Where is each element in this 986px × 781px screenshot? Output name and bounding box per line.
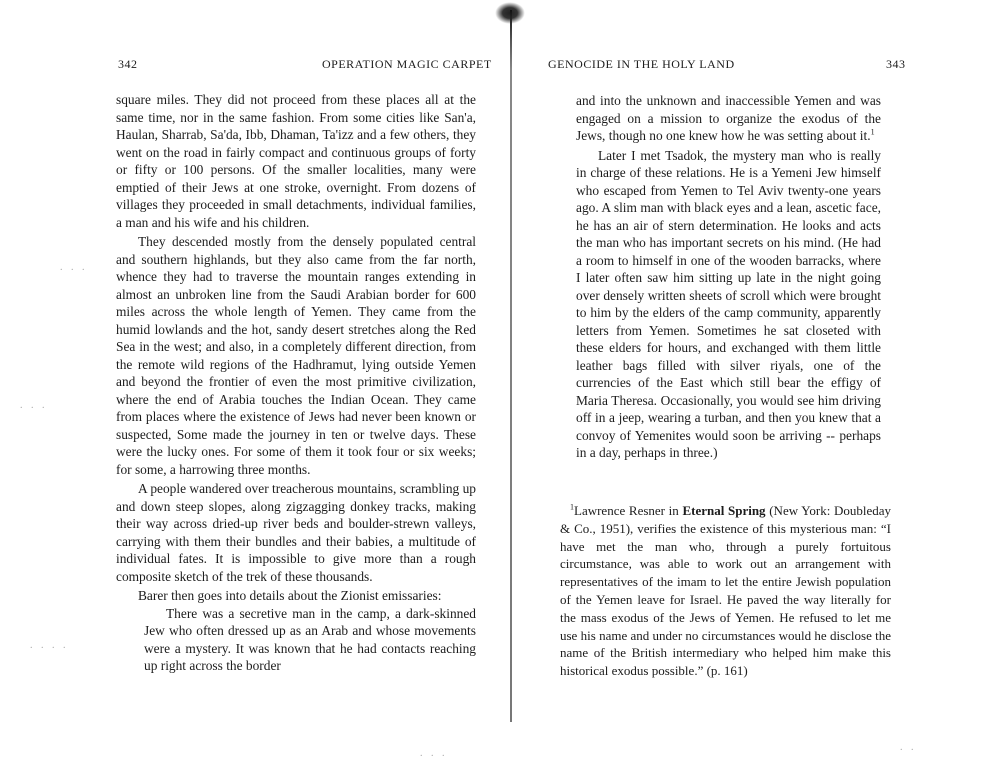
scan-speck: . . .: [20, 400, 48, 411]
right-quote-paragraph-1: and into the unknown and inaccessible Yemen and was engaged on a mission to organize the exodus of the Jews, though no one knew how he was setting about it.$^1$: [576, 93, 881, 143]
left-page-number: 342: [118, 57, 138, 71]
right-page: [512, 0, 986, 781]
footnote-marker: 1: [570, 502, 574, 512]
left-paragraph-4: Barer then goes into details about the Zionist emissaries:: [138, 588, 442, 603]
scan-speck: . . .: [420, 748, 448, 759]
footnote-lead: Lawrence Resner in: [574, 503, 683, 518]
scan-speck: . . .: [60, 262, 88, 273]
scan-speck: . .: [900, 742, 917, 753]
right-quote-paragraph-2: Later I met Tsadok, the mystery man who is really in charge of these relations. He is a Yemeni Jew himself who escaped from Yemen to Tel Aviv twenty-one years ago. A slim man with black eyes and a lean, ascetic face, he has an air of stern determination. He looks and acts the man who has important secrets on his mind. (He had a room to himself in one of the wooden barracks, where I later often saw him sitting up late in the night going over densely written sheets of scroll which were brought to him by the elders of the camp community, apparently letters from Yemen. Sometimes he sat closeted with these elders for hours, and exchanged with them little leather bags filled with silver riyals, one of the currencies of the East which still bear the effigy of Maria Theresa. Occasionally, you would see him driving off in a jeep, wearing a turban, and then you knew that a convoy of Yemenites would soon be arriving -- perhaps in a day, perhaps in three.): [576, 147, 881, 460]
right-running-head: GENOCIDE IN THE HOLY LAND: [548, 57, 735, 71]
right-block-quote: [576, 92, 881, 462]
footnote-reference: 1: [870, 127, 875, 137]
left-paragraph-1: square miles. They did not proceed from these places all at the same time, nor in the same fashion. From some cities like San'a, Haulan, Sharrab, Sa'da, Ibb, Dhaman, Ta'izz and a few others, they went on the road in fairly compact and continuous groups of forty or fifty or 100 persons. Of the smaller localities, many were emptied of their Jews at one stroke, overnight. From dozens of villages they proceeded in small detachments, individual families, a man and his wife and his children.: [116, 92, 476, 230]
footnote-book-title: Eternal Spring: [682, 503, 766, 518]
right-page-number: 343: [886, 57, 906, 71]
left-paragraph-3: A people wandered over treacherous mountains, scrambling up and down steep slopes, along zigzagging donkey tracks, making their way across dried-up river beds and boulder-strewn valleys, carrying with them their bundles and their babies, a multitude of individual fates. It is impossible to give more than a rough composite sketch of the trek of these thousands.: [116, 481, 476, 584]
left-block-quote: There was a secretive man in the camp, a dark-skinned Jew who often dressed up as an Arab and whose movements were a mystery. It was known that he had contacts reaching up right across the border: [144, 605, 476, 673]
footnote: [560, 502, 891, 680]
left-body: [116, 91, 476, 675]
scan-speck: . . . .: [30, 640, 69, 651]
left-running-head: OPERATION MAGIC CARPET: [322, 57, 492, 71]
footnote-text: (New York: Doubleday & Co., 1951), verifies the existence of this mysterious man: “I have met the man who, through a purely fortuitous circumstance, was able to work out an arrangement with representatives of the imam to let the entire Jewish population of the Yemen leave for Israel. He paved the way literally for the mass exodus of the Jews of Yemen. He refused to let me use his name and under no circumstances would he disclose the name of the British intermediary who helped him make this historical exodus possible.” (p. 161): [560, 503, 891, 679]
left-paragraph-2: They descended mostly from the densely populated central and southern highlands, but they also came from the far north, whence they had to traverse the mountain ranges extending in almost an unbroken line from the Saudi Arabian border for 600 miles across the whole length of Yemen. They came from the humid lowlands and the hot, sandy desert stretches along the Red Sea in the west; and also, in a completely different direction, from the remote wild regions of the Hadhramut, lying outside Yemen and beyond the frontier of even the most primitive civilization, where the end of Arabia touches the Indian Ocean. They came from places where the existence of Jews had never been known or suspected, Some made the journey in ten or twelve days. These were the lucky ones. For some of them it took four or six weeks; for some, a harrowing three months.: [116, 234, 476, 477]
